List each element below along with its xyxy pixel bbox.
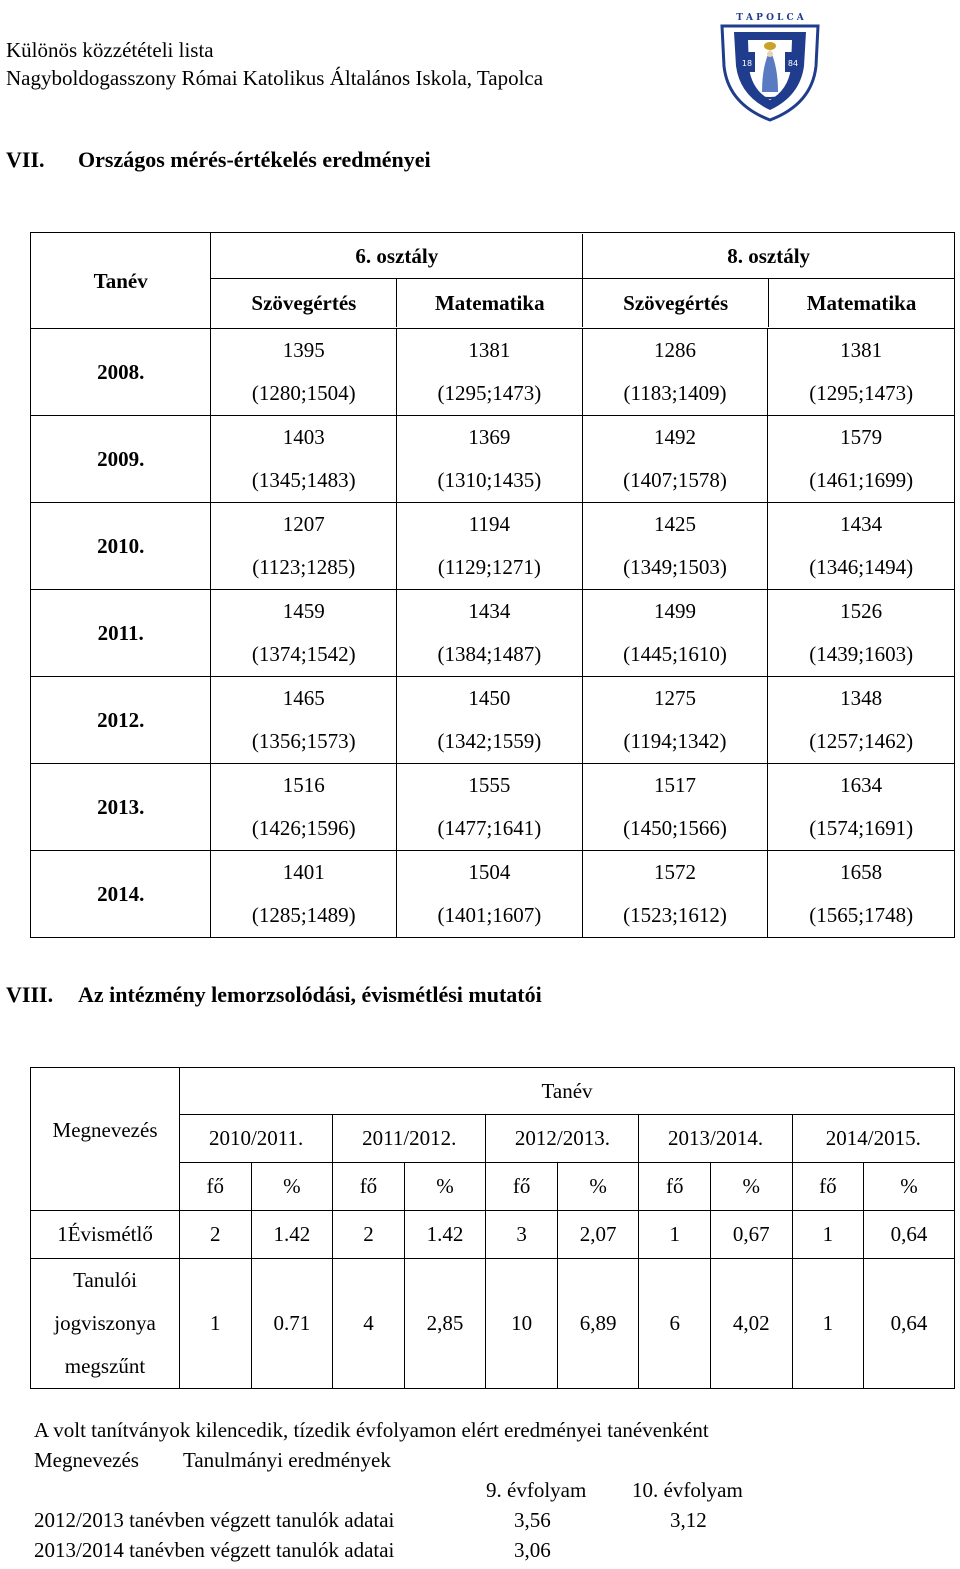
school-crest-logo xyxy=(712,6,828,124)
count-cell: 4 xyxy=(333,1259,404,1389)
confidence-interval: (1310;1435) xyxy=(437,468,542,492)
score-value: 1504 xyxy=(468,860,511,884)
percent-cell: 6,89 xyxy=(557,1259,639,1389)
score-value: 1401 xyxy=(282,860,325,884)
score-value: 1194 xyxy=(468,512,510,536)
section-8-number: VIII. xyxy=(6,982,54,1007)
assessment-row xyxy=(31,851,955,938)
score-value: 1369 xyxy=(468,425,511,449)
score-cell xyxy=(768,503,955,590)
national-assessment-table xyxy=(30,232,955,938)
score-value: 1555 xyxy=(468,773,511,797)
score-value: 1492 xyxy=(654,425,697,449)
subject-header-math-8: Matematika xyxy=(806,291,917,315)
score-cell xyxy=(768,764,955,851)
unit-count-header: fő xyxy=(333,1163,404,1211)
subject-header-reading-6: Szövegértés xyxy=(251,291,357,315)
score-value: 1459 xyxy=(282,599,325,623)
score-value: 1348 xyxy=(840,686,883,710)
score-cell xyxy=(397,503,583,590)
header-list-title: Különös közzétételi lista xyxy=(6,38,214,62)
tanev-header-8: Tanév xyxy=(180,1068,955,1115)
header-school-name: Nagyboldogasszony Római Katolikus Általános Iskola, Tapolca xyxy=(6,66,544,90)
confidence-interval: (1384;1487) xyxy=(437,642,542,666)
section-8-heading xyxy=(6,982,906,1012)
confidence-interval: (1356;1573) xyxy=(251,729,356,753)
year-cell: 2012. xyxy=(31,677,211,764)
score-value: 1395 xyxy=(282,338,325,362)
percent-cell: 2,85 xyxy=(404,1259,486,1389)
score-value: 1207 xyxy=(282,512,325,536)
confidence-interval: (1345;1483) xyxy=(251,468,356,492)
confidence-interval: (1346;1494) xyxy=(809,555,914,579)
score-value: 1465 xyxy=(282,686,325,710)
score-value: 1516 xyxy=(282,773,325,797)
year-cell: 2014. xyxy=(31,851,211,938)
confidence-interval: (1374;1542) xyxy=(251,642,356,666)
score-value: 1517 xyxy=(654,773,697,797)
score-cell xyxy=(211,851,397,938)
row-label-line: jogviszonya xyxy=(54,1311,156,1335)
year-header: 2011/2012. xyxy=(333,1115,486,1163)
score-value: 1634 xyxy=(840,773,883,797)
confidence-interval: (1445;1610) xyxy=(623,642,727,666)
percent-cell: 0,64 xyxy=(864,1259,955,1389)
year-header: 2014/2015. xyxy=(792,1115,954,1163)
section-8-title: Az intézmény lemorzsolódási, évismétlési mutatói xyxy=(78,982,542,1007)
count-cell: 10 xyxy=(486,1259,557,1389)
alumni-row-value-10: 3,12 xyxy=(670,1508,707,1532)
percent-cell: 0.71 xyxy=(251,1259,333,1389)
assessment-row xyxy=(31,677,955,764)
subject-header-math-6: Matematika xyxy=(434,291,545,315)
percent-cell: 1.42 xyxy=(404,1211,486,1259)
year-cell: 2011. xyxy=(31,590,211,677)
score-cell xyxy=(582,590,768,677)
confidence-interval: (1257;1462) xyxy=(809,729,914,753)
score-value: 1425 xyxy=(654,512,697,536)
assessment-row xyxy=(31,329,955,416)
confidence-interval: (1523;1612) xyxy=(623,903,727,927)
unit-percent-header: % xyxy=(557,1163,639,1211)
assessment-row xyxy=(31,503,955,590)
score-value: 1434 xyxy=(840,512,883,536)
score-cell xyxy=(211,416,397,503)
count-cell: 2 xyxy=(333,1211,404,1259)
confidence-interval: (1565;1748) xyxy=(809,903,914,927)
score-value: 1286 xyxy=(654,338,697,362)
confidence-interval: (1349;1503) xyxy=(623,555,727,579)
count-cell: 1 xyxy=(180,1259,251,1389)
score-cell xyxy=(397,764,583,851)
year-cell: 2013. xyxy=(31,764,211,851)
score-cell xyxy=(582,503,768,590)
grade-10-header: 10. évfolyam xyxy=(632,1478,743,1502)
alumni-tanulmanyi: Tanulmányi eredmények xyxy=(183,1448,391,1472)
confidence-interval: (1407;1578) xyxy=(623,468,727,492)
unit-percent-header: % xyxy=(710,1163,792,1211)
score-cell xyxy=(582,851,768,938)
section-7-number: VII. xyxy=(6,147,45,172)
row-label-dropout xyxy=(31,1259,180,1389)
confidence-interval: (1342;1559) xyxy=(437,729,542,753)
confidence-interval: (1295;1473) xyxy=(437,381,542,405)
confidence-interval: (1477;1641) xyxy=(437,816,542,840)
confidence-interval: (1426;1596) xyxy=(251,816,356,840)
score-cell xyxy=(768,590,955,677)
grade-6-header: 6. osztály xyxy=(355,244,439,268)
score-value: 1381 xyxy=(468,338,511,362)
score-value: 1658 xyxy=(840,860,883,884)
alumni-row-label: 2013/2014 tanévben végzett tanulók adatai xyxy=(34,1538,395,1562)
grade-8-header: 8. osztály xyxy=(727,244,811,268)
confidence-interval: (1280;1504) xyxy=(251,381,356,405)
confidence-interval: (1401;1607) xyxy=(437,903,542,927)
score-value: 1434 xyxy=(468,599,511,623)
alumni-megnevezes: Megnevezés xyxy=(34,1448,139,1472)
empty-cell xyxy=(31,1163,180,1211)
score-value: 1450 xyxy=(468,686,511,710)
score-cell xyxy=(397,416,583,503)
unit-percent-header: % xyxy=(864,1163,955,1211)
score-cell xyxy=(211,677,397,764)
unit-count-header: fő xyxy=(639,1163,710,1211)
score-value: 1381 xyxy=(840,338,883,362)
count-cell: 3 xyxy=(486,1211,557,1259)
section-7-title: Országos mérés-értékelés eredményei xyxy=(78,147,431,172)
year-header: 2010/2011. xyxy=(180,1115,333,1163)
count-cell: 1 xyxy=(792,1259,863,1389)
logo-year-left: 18 xyxy=(741,59,753,68)
year-cell: 2010. xyxy=(31,503,211,590)
tanev-header: Tanév xyxy=(31,233,211,329)
row-label-repeater: 1Évismétlő xyxy=(31,1211,180,1259)
score-cell xyxy=(582,329,768,416)
count-cell: 6 xyxy=(639,1259,710,1389)
dropout-repetition-table xyxy=(30,1067,955,1389)
score-cell xyxy=(211,503,397,590)
confidence-interval: (1129;1271) xyxy=(437,555,541,579)
confidence-interval: (1194;1342) xyxy=(623,729,727,753)
alumni-row-label: 2012/2013 tanévben végzett tanulók adatai xyxy=(34,1508,395,1532)
score-cell xyxy=(768,677,955,764)
confidence-interval: (1574;1691) xyxy=(809,816,914,840)
score-cell xyxy=(211,590,397,677)
score-cell xyxy=(397,590,583,677)
percent-cell: 4,02 xyxy=(710,1259,792,1389)
row-label-line: megszűnt xyxy=(64,1354,146,1378)
unit-count-header: fő xyxy=(486,1163,557,1211)
logo-year-right: 84 xyxy=(787,59,799,68)
score-cell xyxy=(768,416,955,503)
unit-count-header: fő xyxy=(180,1163,251,1211)
count-cell: 1 xyxy=(639,1211,710,1259)
score-cell xyxy=(397,851,583,938)
count-cell: 2 xyxy=(180,1211,251,1259)
score-cell xyxy=(768,329,955,416)
score-cell xyxy=(582,764,768,851)
megnevezes-header: Megnevezés xyxy=(31,1068,180,1163)
section-7-heading xyxy=(6,147,906,177)
unit-percent-header: % xyxy=(404,1163,486,1211)
score-value: 1526 xyxy=(840,599,883,623)
logo-top-text: T A P O L C A xyxy=(736,13,804,23)
alumni-row-value-9: 3,56 xyxy=(514,1508,551,1532)
score-value: 1403 xyxy=(282,425,325,449)
percent-cell: 1.42 xyxy=(251,1211,333,1259)
year-cell: 2009. xyxy=(31,416,211,503)
confidence-interval: (1285;1489) xyxy=(251,903,356,927)
alumni-row-value-9: 3,06 xyxy=(514,1538,551,1562)
year-header: 2013/2014. xyxy=(639,1115,792,1163)
document-header xyxy=(6,36,543,92)
assessment-row xyxy=(31,764,955,851)
score-cell xyxy=(582,416,768,503)
confidence-interval: (1450;1566) xyxy=(623,816,727,840)
percent-cell: 2,07 xyxy=(557,1211,639,1259)
assessment-row xyxy=(31,590,955,677)
score-value: 1572 xyxy=(654,860,697,884)
score-cell xyxy=(397,677,583,764)
unit-count-header: fő xyxy=(792,1163,863,1211)
count-cell: 1 xyxy=(792,1211,863,1259)
confidence-interval: (1439;1603) xyxy=(809,642,914,666)
score-value: 1275 xyxy=(654,686,697,710)
score-value: 1579 xyxy=(840,425,883,449)
confidence-interval: (1461;1699) xyxy=(809,468,914,492)
year-header: 2012/2013. xyxy=(486,1115,639,1163)
percent-cell: 0,64 xyxy=(864,1211,955,1259)
alumni-results-title: A volt tanítványok kilencedik, tízedik évfolyamon elért eredményei tanévenként xyxy=(34,1418,709,1442)
score-cell xyxy=(768,851,955,938)
unit-percent-header: % xyxy=(251,1163,333,1211)
grade-subject-header xyxy=(211,233,955,329)
score-value: 1499 xyxy=(654,599,697,623)
confidence-interval: (1123;1285) xyxy=(252,555,356,579)
percent-cell: 0,67 xyxy=(710,1211,792,1259)
score-cell xyxy=(211,764,397,851)
row-label-line: Tanulói xyxy=(73,1268,137,1292)
score-cell xyxy=(582,677,768,764)
score-cell xyxy=(211,329,397,416)
confidence-interval: (1295;1473) xyxy=(809,381,914,405)
confidence-interval: (1183;1409) xyxy=(623,381,727,405)
subject-header-reading-8: Szövegértés xyxy=(623,291,729,315)
score-cell xyxy=(397,329,583,416)
grade-9-header: 9. évfolyam xyxy=(486,1478,587,1502)
assessment-row xyxy=(31,416,955,503)
year-cell: 2008. xyxy=(31,329,211,416)
